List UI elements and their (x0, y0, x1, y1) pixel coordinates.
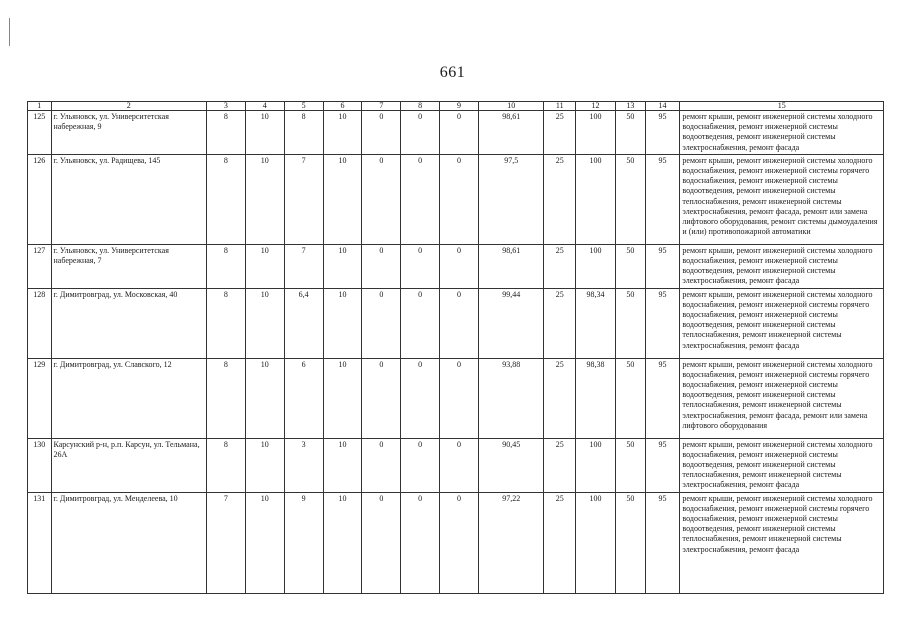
cell-address: г. Димитровград, ул. Московская, 40 (51, 288, 206, 358)
cell-value: 8 (206, 244, 245, 288)
table-row (28, 111, 884, 155)
cell-value: 8 (206, 438, 245, 492)
cell-value: 10 (323, 111, 362, 155)
cell-value: 95 (645, 492, 680, 593)
cell-value: 0 (440, 438, 479, 492)
cell-value: 10 (323, 244, 362, 288)
cell-value: 10 (245, 438, 284, 492)
cell-value: 90,45 (478, 438, 543, 492)
cell-value: 100 (576, 111, 616, 155)
cell-value: 9 (284, 492, 323, 593)
cell-value: 3 (284, 438, 323, 492)
cell-address: г. Димитровград, ул. Славского, 12 (51, 358, 206, 438)
cell-value: 0 (401, 111, 440, 155)
column-header: 2 (51, 102, 206, 111)
cell-row-number: 131 (28, 492, 52, 593)
column-header: 1 (28, 102, 52, 111)
cell-value: 8 (206, 154, 245, 244)
cell-value: 100 (576, 492, 616, 593)
cell-works: ремонт крыши, ремонт инженерной системы холодного водоснабжения, ремонт инженерной системы водоотведения, ремонт инженерной системы теплоснабжения, ремонт инженерной системы электроснабжения, ремонт фасада (680, 438, 884, 492)
cell-value: 10 (245, 358, 284, 438)
cell-value: 6 (284, 358, 323, 438)
data-table (27, 101, 884, 594)
table-row (28, 438, 884, 492)
cell-value: 25 (544, 492, 576, 593)
cell-row-number: 128 (28, 288, 52, 358)
page-number: 661 (439, 64, 466, 81)
cell-value: 99,44 (478, 288, 543, 358)
cell-value: 0 (401, 244, 440, 288)
cell-value: 10 (323, 492, 362, 593)
cell-value: 50 (615, 288, 645, 358)
cell-value: 95 (645, 111, 680, 155)
cell-value: 0 (362, 492, 401, 593)
cell-value: 25 (544, 438, 576, 492)
cell-value: 97,5 (478, 154, 543, 244)
table-row (28, 244, 884, 288)
cell-value: 95 (645, 358, 680, 438)
cell-value: 50 (615, 111, 645, 155)
cell-address: г. Ульяновск, ул. Радищева, 145 (51, 154, 206, 244)
cell-value: 10 (245, 111, 284, 155)
table-row (28, 358, 884, 438)
cell-value: 0 (362, 358, 401, 438)
cell-works: ремонт крыши, ремонт инженерной системы холодного водоснабжения, ремонт инженерной системы горячего водоснабжения, ремонт инженерной системы водоотведения, ремонт инженерной системы теплоснабжения, ремонт инженерной системы электроснабжения, ремонт фасада (680, 492, 884, 593)
cell-value: 25 (544, 244, 576, 288)
scan-edge-mark (9, 18, 10, 46)
column-header: 9 (440, 102, 479, 111)
cell-value: 10 (245, 244, 284, 288)
cell-value: 10 (323, 288, 362, 358)
cell-value: 0 (362, 154, 401, 244)
column-header: 15 (680, 102, 884, 111)
cell-address: Карсунский р-н, р.п. Карсун, ул. Тельмана, 26А (51, 438, 206, 492)
column-header: 14 (645, 102, 680, 111)
cell-value: 7 (284, 154, 323, 244)
cell-value: 0 (401, 154, 440, 244)
cell-value: 25 (544, 154, 576, 244)
column-header: 12 (576, 102, 616, 111)
cell-value: 8 (284, 111, 323, 155)
table-row (28, 492, 884, 593)
cell-value: 8 (206, 111, 245, 155)
cell-works: ремонт крыши, ремонт инженерной системы холодного водоснабжения, ремонт инженерной системы горячего водоснабжения, ремонт инженерной системы водоотведения, ремонт инженерной системы теплоснабжения, ремонт инженерной системы электроснабжения, ремонт фасада, ремонт или замена лифтового оборудования, ремонт системы дымоудаления и (или) противопожарной автоматики (680, 154, 884, 244)
cell-row-number: 127 (28, 244, 52, 288)
cell-value: 95 (645, 438, 680, 492)
column-header: 13 (615, 102, 645, 111)
column-header: 3 (206, 102, 245, 111)
cell-value: 10 (245, 492, 284, 593)
cell-value: 0 (362, 111, 401, 155)
cell-works: ремонт крыши, ремонт инженерной системы холодного водоснабжения, ремонт инженерной системы водоотведения, ремонт инженерной системы электроснабжения, ремонт фасада (680, 111, 884, 155)
cell-value: 98,34 (576, 288, 616, 358)
cell-value: 8 (206, 288, 245, 358)
cell-row-number: 126 (28, 154, 52, 244)
cell-value: 25 (544, 358, 576, 438)
cell-value: 10 (245, 288, 284, 358)
cell-works: ремонт крыши, ремонт инженерной системы холодного водоснабжения, ремонт инженерной системы горячего водоснабжения, ремонт инженерной системы водоотведения, ремонт инженерной системы теплоснабжения, ремонт инженерной системы электроснабжения, ремонт фасада (680, 288, 884, 358)
column-header: 4 (245, 102, 284, 111)
cell-value: 95 (645, 288, 680, 358)
cell-value: 0 (440, 154, 479, 244)
cell-value: 93,88 (478, 358, 543, 438)
cell-value: 97,22 (478, 492, 543, 593)
cell-address: г. Ульяновск, ул. Университетская набережная, 7 (51, 244, 206, 288)
cell-value: 10 (323, 438, 362, 492)
cell-value: 50 (615, 492, 645, 593)
cell-value: 98,61 (478, 111, 543, 155)
cell-value: 50 (615, 358, 645, 438)
cell-row-number: 129 (28, 358, 52, 438)
cell-value: 95 (645, 244, 680, 288)
header-row (28, 102, 884, 111)
column-header: 10 (478, 102, 543, 111)
cell-value: 0 (362, 438, 401, 492)
cell-row-number: 130 (28, 438, 52, 492)
cell-value: 10 (323, 358, 362, 438)
column-header: 7 (362, 102, 401, 111)
cell-value: 50 (615, 244, 645, 288)
cell-value: 6,4 (284, 288, 323, 358)
cell-row-number: 125 (28, 111, 52, 155)
cell-value: 100 (576, 438, 616, 492)
cell-value: 0 (440, 492, 479, 593)
cell-value: 0 (440, 111, 479, 155)
cell-value: 0 (440, 288, 479, 358)
cell-value: 25 (544, 111, 576, 155)
cell-value: 95 (645, 154, 680, 244)
cell-value: 0 (401, 288, 440, 358)
table-row (28, 288, 884, 358)
cell-value: 100 (576, 154, 616, 244)
cell-value: 7 (206, 492, 245, 593)
cell-value: 0 (401, 358, 440, 438)
column-header: 11 (544, 102, 576, 111)
cell-value: 0 (401, 492, 440, 593)
cell-value: 10 (323, 154, 362, 244)
cell-value: 0 (440, 358, 479, 438)
cell-value: 50 (615, 154, 645, 244)
cell-value: 0 (401, 438, 440, 492)
cell-value: 0 (362, 244, 401, 288)
cell-value: 8 (206, 358, 245, 438)
cell-value: 10 (245, 154, 284, 244)
cell-value: 0 (362, 288, 401, 358)
column-header: 5 (284, 102, 323, 111)
table-row (28, 154, 884, 244)
column-header: 6 (323, 102, 362, 111)
cell-value: 50 (615, 438, 645, 492)
column-header: 8 (401, 102, 440, 111)
cell-value: 7 (284, 244, 323, 288)
cell-works: ремонт крыши, ремонт инженерной системы холодного водоснабжения, ремонт инженерной системы горячего водоснабжения, ремонт инженерной системы водоотведения, ремонт инженерной системы теплоснабжения, ремонт инженерной системы электроснабжения, ремонт фасада, ремонт или замена лифтового оборудования (680, 358, 884, 438)
cell-value: 0 (440, 244, 479, 288)
cell-address: г. Ульяновск, ул. Университетская набережная, 9 (51, 111, 206, 155)
cell-value: 25 (544, 288, 576, 358)
cell-address: г. Димитровград, ул. Менделеева, 10 (51, 492, 206, 593)
cell-value: 98,38 (576, 358, 616, 438)
cell-works: ремонт крыши, ремонт инженерной системы холодного водоснабжения, ремонт инженерной системы водоотведения, ремонт инженерной системы электроснабжения, ремонт фасада (680, 244, 884, 288)
cell-value: 100 (576, 244, 616, 288)
cell-value: 98,61 (478, 244, 543, 288)
